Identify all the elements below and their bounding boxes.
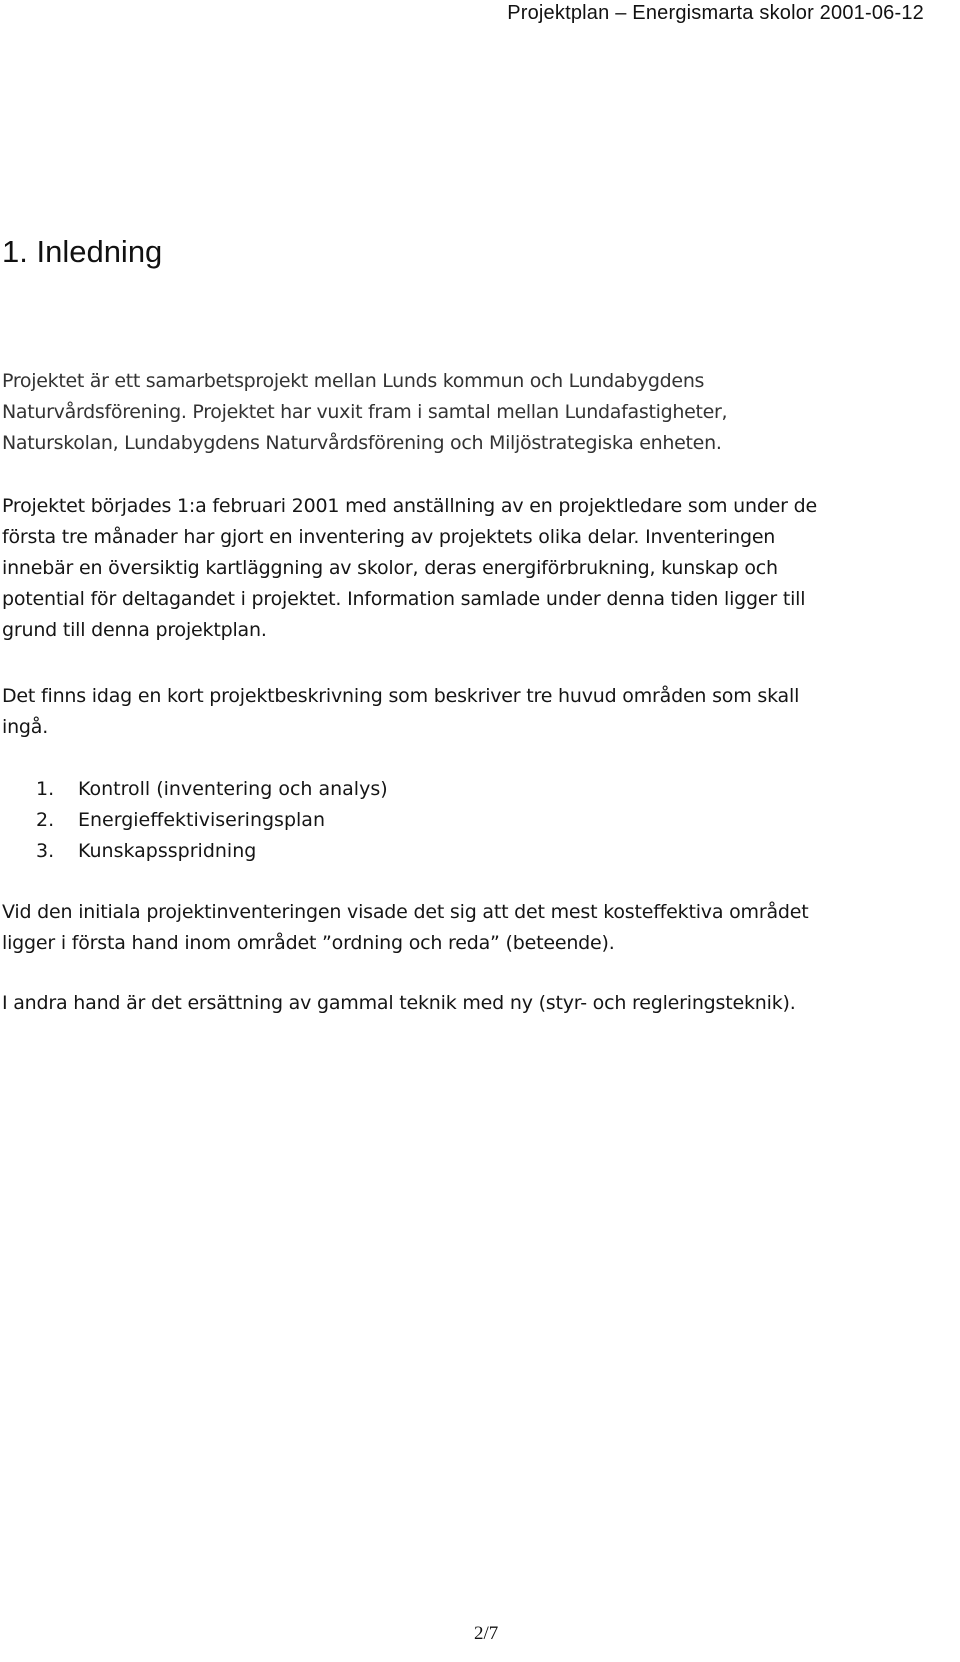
list-item-text: Kunskapsspridning [78, 840, 257, 862]
list-item-number: 1. [36, 778, 55, 800]
focus-areas-list [36, 774, 388, 867]
section-heading: 1. Inledning [2, 234, 163, 269]
page-number: 2/7 [474, 1623, 499, 1644]
paragraph-line: Projektet är ett samarbetsprojekt mellan Lunds kommun och Lundabygdens [2, 370, 705, 392]
list-item-text: Kontroll (inventering och analys) [78, 778, 388, 800]
paragraph-line: Naturskolan, Lundabygdens Naturvårdsförening och Miljöstrategiska enheten. [2, 432, 722, 454]
paragraph-line: ingå. [2, 716, 49, 738]
list-item-text: Energieffektiviseringsplan [78, 809, 325, 831]
paragraph-project-description [2, 681, 942, 743]
paragraph-line: innebär en översiktig kartläggning av skolor, deras energiförbrukning, kunskap och [2, 557, 778, 579]
paragraph-line: Naturvårdsförening. Projektet har vuxit fram i samtal mellan Lundafastigheter, [2, 401, 728, 423]
paragraph-line: Det finns idag en kort projektbeskrivning som beskriver tre huvud områden som skall [2, 685, 800, 707]
paragraph-project-start [2, 491, 942, 646]
list-item-number: 2. [36, 809, 55, 831]
paragraph-line: grund till denna projektplan. [2, 619, 267, 641]
paragraph-line: Projektet börjades 1:a februari 2001 med anställning av en projektledare som under de [2, 495, 817, 517]
list-item-number: 3. [36, 840, 55, 862]
paragraph-line: Vid den initiala projektinventeringen visade det sig att det mest kosteffektiva området [2, 901, 809, 923]
paragraph-line: potential för deltagandet i projektet. Information samlade under denna tiden ligger till [2, 588, 806, 610]
list-item [36, 805, 388, 836]
paragraph-initial-inventory [2, 897, 942, 959]
paragraph-intro [2, 366, 942, 459]
list-item [36, 774, 388, 805]
paragraph-line: första tre månader har gjort en inventering av projektets olika delar. Inventeringen [2, 526, 776, 548]
paragraph-second-priority [2, 988, 942, 1019]
paragraph-line: I andra hand är det ersättning av gammal teknik med ny (styr- och regleringsteknik). [2, 992, 796, 1014]
list-item [36, 836, 388, 867]
page-header: Projektplan – Energismarta skolor 2001-06-12 [507, 2, 924, 24]
paragraph-line: ligger i första hand inom området ”ordning och reda” (beteende). [2, 932, 615, 954]
